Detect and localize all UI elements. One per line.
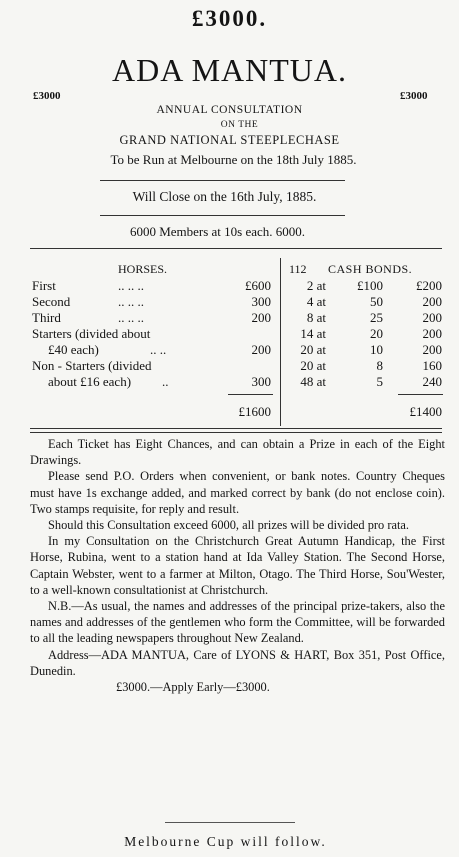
bond-quantity: 8 at: [306, 310, 326, 325]
horses-header: HORSES.: [118, 262, 168, 276]
row-label: Third: [32, 310, 61, 325]
horse-prize: 200: [251, 342, 271, 357]
table-row: [0, 326, 459, 341]
table-row: [0, 278, 459, 293]
bond-quantity: 48 at: [300, 374, 326, 389]
row-dots: .. .. ..: [118, 278, 144, 293]
address-paragraph: Address—ADA MANTUA, Care of LYONS & HART, Box 351, Post Office, Dunedin.: [30, 647, 445, 678]
bond-total: 200: [422, 310, 442, 325]
nb-paragraph: N.B.—As usual, the names and addresses of the principal prize-takers, also the names and addresses of the gentlemen who form the Committee, will be forwarded to all the leading newspapers throughout New Zealand.: [30, 599, 445, 646]
double-rule: [30, 428, 442, 433]
header-line-1: ANNUAL CONSULTATION: [156, 104, 303, 116]
horse-prize: 200: [251, 310, 271, 325]
divider: [30, 248, 442, 249]
bond-total: 200: [422, 326, 442, 341]
body-text: [30, 436, 445, 695]
bond-total: 160: [422, 358, 442, 373]
bond-value: 25: [370, 310, 383, 325]
close-date-line: Will Close on the 16th July, 1885.: [132, 189, 317, 204]
horse-prize: 300: [251, 374, 271, 389]
bond-value: 20: [370, 326, 383, 341]
payment-paragraph: Please send P.O. Orders when convenient, or bank notes. Country Cheques must have 1s exchange added, and marked correct by bank (do not enclose coin). Two stamps requisite, for reply and result.: [30, 469, 445, 516]
row-dots: ..: [162, 374, 169, 389]
cash-bonds-header: CASH BONDS.: [328, 262, 413, 276]
bond-value: 50: [370, 294, 383, 309]
consultant-name: ADA MANTUA.: [112, 52, 347, 88]
row-dots: .. .. ..: [118, 294, 144, 309]
side-price-right: £3000: [400, 90, 428, 102]
bond-total: 200: [422, 294, 442, 309]
divider: [100, 180, 345, 181]
side-price-left: £3000: [33, 90, 61, 102]
header-line-3: GRAND NATIONAL STEEPLECHASE: [119, 133, 340, 147]
bond-total: 200: [422, 342, 442, 357]
bond-value: £100: [357, 278, 383, 293]
bond-total: £200: [416, 278, 442, 293]
top-price: £3000.: [191, 6, 268, 31]
bond-total: 240: [422, 374, 442, 389]
pro-rata-paragraph: Should this Consultation exceed 6000, all prizes will be divided pro rata.: [48, 518, 409, 533]
table-row: [0, 358, 459, 373]
sum-line: [398, 394, 443, 395]
table-totals: [0, 404, 459, 419]
divider: [165, 822, 295, 823]
bond-quantity: 2 at: [306, 278, 326, 293]
table-row: [0, 310, 459, 325]
bond-quantity: 4 at: [306, 294, 326, 309]
horse-prize: £600: [245, 278, 271, 293]
row-label: £40 each): [48, 342, 99, 357]
bond-value: 8: [376, 358, 383, 373]
results-paragraph: In my Consultation on the Christchurch Great Autumn Handicap, the First Horse, Rubina, went to a station hand at Ida Valley Station. The Second Horse, Captain Webster, went to a farmer at Milton, Otago. The Third Horse, Sou'Wester, to a well-known consultationist at Christchurch.: [30, 534, 445, 597]
row-label: Non - Starters (divided: [32, 358, 152, 373]
table-row: [0, 374, 459, 389]
row-dots: .. .. ..: [118, 310, 144, 325]
table-row: [0, 342, 459, 357]
cash-bonds-total: £1400: [409, 404, 442, 419]
row-label: about £16 each): [48, 374, 132, 389]
table-header: [0, 262, 459, 277]
bond-value: 5: [376, 374, 383, 389]
divider: [100, 215, 345, 216]
row-dots: .. ..: [150, 342, 167, 357]
row-label: Starters (divided about: [32, 326, 151, 341]
bond-value: 10: [370, 342, 383, 357]
horse-prize: 300: [251, 294, 271, 309]
row-label: First: [32, 278, 56, 293]
sum-line: [228, 394, 273, 395]
members-line: 6000 Members at 10s each. 6000.: [129, 224, 306, 239]
row-label: Second: [32, 294, 71, 309]
horse-prize-total: £1600: [238, 404, 271, 419]
table-row: [0, 294, 459, 309]
race-date-line: To be Run at Melbourne on the 18th July 1885.: [110, 152, 357, 167]
bond-quantity: 20 at: [300, 342, 326, 357]
bond-quantity: 14 at: [300, 326, 326, 341]
count-header: 112: [289, 262, 307, 276]
apply-early-line: £3000.—Apply Early—£3000.: [116, 680, 270, 695]
tickets-paragraph: Each Ticket has Eight Chances, and can obtain a Prize in each of the Eight Drawings.: [30, 437, 445, 468]
bond-quantity: 20 at: [300, 358, 326, 373]
footer-note: Melbourne Cup will follow.: [124, 834, 327, 849]
header-line-2: ON THE: [220, 120, 259, 130]
